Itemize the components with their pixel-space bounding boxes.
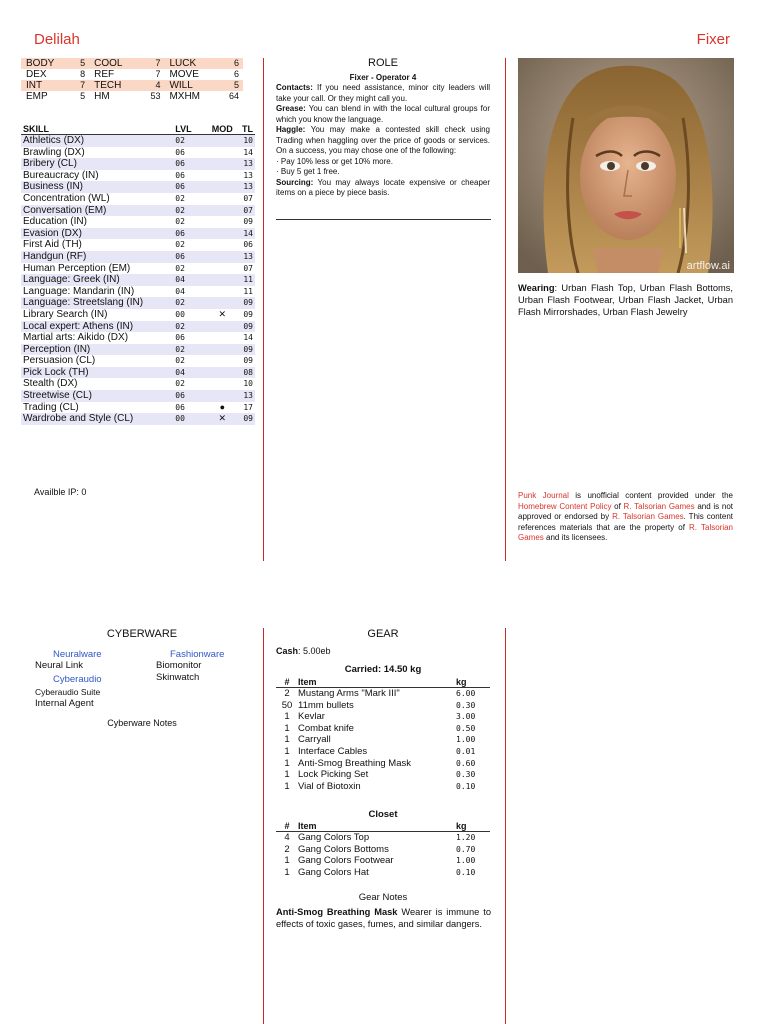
skill-modifier: [205, 193, 240, 205]
skill-total: 14: [240, 228, 255, 240]
skill-row: [21, 251, 255, 263]
gear-item: Gang Colors Hat: [298, 866, 369, 878]
skill-total: 11: [240, 274, 255, 286]
skill-modifier: ●: [219, 401, 226, 412]
wearing-description: Wearing: Urban Flash Top, Urban Flash Bottoms, Urban Flash Footwear, Urban Flash Jacket, Urban Flash Mirrorshades, Urban Flash Jewelry: [518, 283, 733, 317]
skill-level: 02: [173, 135, 204, 147]
gear-weight: 1.00: [456, 735, 476, 745]
lvl-header: LVL: [173, 123, 204, 135]
ability-contacts: Contacts: If you need assistance, minor city leaders will take your call. Or they might call you.: [276, 83, 490, 103]
gear-weight: 3.00: [456, 712, 476, 722]
gear-weight: 6.00: [456, 689, 476, 698]
skill-total: 10: [240, 135, 255, 147]
skill-name: Human Perception (EM): [23, 262, 131, 274]
closet-title: Closet: [368, 809, 398, 820]
skill-level: 04: [173, 274, 204, 286]
gear-row: [276, 723, 490, 735]
cyberware-item: Cyberaudio Suite: [35, 687, 101, 697]
gear-note: Anti-Smog Breathing Mask Wearer is immune to effects of toxic gases, fumes, and similar dangers.: [276, 907, 491, 929]
skill-level: 06: [175, 147, 185, 157]
stat-value: 7: [69, 80, 89, 91]
qty-header: #: [276, 676, 298, 688]
stat-name: COOL: [89, 58, 137, 69]
role-divider: [276, 219, 491, 220]
skill-name: Perception (IN): [21, 344, 173, 356]
skill-modifier: [205, 135, 240, 147]
skill-level: 06: [173, 390, 204, 402]
skill-row: [21, 297, 255, 309]
skill-row: [21, 170, 255, 182]
disclaimer: Punk Journal is unofficial content provided under the Homebrew Content Policy of R. Talsorian Games and is not approved or endorsed by R. Talsorian Games. This content references materials that are the property of R. Talsorian Games and its licensees.: [518, 491, 734, 542]
skill-name: Education (IN): [23, 216, 87, 228]
skill-row: [21, 402, 255, 414]
skill-total: 13: [240, 251, 255, 263]
punk-journal-link[interactable]: Punk Journal: [518, 491, 569, 500]
stat-value: 5: [80, 91, 86, 101]
skill-name: Trading (CL): [23, 401, 79, 413]
skill-modifier: [205, 355, 240, 367]
stat-name: LUCK: [164, 58, 215, 69]
skill-modifier: [205, 239, 240, 251]
gear-weight: 0.01: [456, 746, 476, 756]
skill-total: 13: [240, 181, 255, 193]
skill-modifier: [205, 263, 240, 275]
skill-total: 07: [240, 205, 255, 217]
gear-qty: 1: [284, 711, 290, 723]
gear-row: [276, 688, 490, 700]
skill-level: 06: [173, 181, 204, 193]
improvement-points: Availble IP: 0: [34, 487, 87, 497]
gear-row: [276, 867, 490, 879]
gear-row: [276, 844, 490, 856]
skill-name: Streetwise (CL): [21, 390, 173, 402]
stat-name: HM: [94, 91, 110, 102]
gear-qty: 50: [281, 699, 293, 711]
skill-level: 06: [173, 158, 204, 170]
stat-value: 5: [216, 80, 243, 91]
gear-weight: 0.30: [456, 700, 476, 710]
skill-modifier: [205, 390, 240, 402]
stats-row: [21, 58, 243, 69]
item-header: Item: [298, 820, 456, 832]
stats-row: [21, 69, 243, 80]
cyberware-title: CYBERWARE: [106, 628, 178, 640]
mod-header: MOD: [205, 123, 240, 135]
portrait-watermark: artflow.ai: [686, 260, 730, 272]
gear-item: Gang Colors Bottoms: [298, 843, 389, 855]
skill-total: 09: [240, 344, 255, 356]
skill-row: [21, 228, 255, 240]
gear-qty: 1: [284, 866, 290, 878]
haggle-option: · Pay 10% less or get 10% more.: [276, 156, 393, 166]
skill-modifier: [205, 170, 240, 182]
ability-grease: Grease: You can blend in with the local cultural groups for which you know the language.: [276, 104, 490, 124]
skill-level: 02: [173, 205, 204, 217]
gear-item: Mustang Arms "Mark III": [298, 688, 400, 699]
gear-weight: 0.10: [456, 781, 476, 791]
gear-notes-title: Gear Notes: [358, 892, 408, 903]
character-role: Fixer: [696, 31, 730, 48]
skill-level: 02: [173, 321, 204, 333]
skill-modifier: [205, 378, 240, 390]
skills-table: [21, 123, 255, 425]
skill-row: [21, 158, 255, 170]
skill-modifier: [205, 332, 240, 344]
stat-name: REF: [94, 69, 115, 80]
cyberware-notes-title: Cyberware Notes: [107, 718, 177, 728]
skill-total: 13: [240, 158, 255, 170]
skill-modifier: [205, 286, 240, 298]
gear-row: [276, 781, 490, 793]
homebrew-policy-link[interactable]: Homebrew Content Policy: [518, 501, 612, 511]
stat-value: 5: [69, 58, 89, 69]
stat-name: DEX: [26, 69, 47, 80]
gear-weight: 1.00: [456, 856, 476, 866]
skill-name: Brawling (DX): [23, 146, 85, 158]
skill-name: Local expert: Athens (IN): [21, 321, 173, 333]
gear-item: Interface Cables: [298, 745, 368, 757]
skill-row: [21, 216, 255, 228]
skill-name: Language: Mandarin (IN): [23, 285, 135, 297]
skill-row: [21, 309, 255, 321]
talsorian-link[interactable]: R. Talsorian Games: [623, 501, 695, 511]
gear-weight: 0.60: [456, 758, 476, 768]
skill-total: 11: [243, 286, 253, 296]
skill-name: Language: Greek (IN): [21, 274, 173, 286]
kg-header: kg: [456, 676, 490, 688]
skill-row: [21, 286, 255, 298]
gear-weight: 0.50: [456, 723, 476, 733]
stats-row: [21, 80, 243, 91]
skill-name: Business (IN): [21, 181, 173, 193]
gear-row: [276, 758, 490, 770]
gear-weight: 0.30: [456, 770, 476, 780]
skill-total: 08: [240, 367, 255, 379]
skill-level: 02: [175, 379, 185, 389]
skill-row: [21, 181, 255, 193]
stat-name: MXHM: [169, 91, 201, 102]
skill-total: 09: [240, 413, 255, 425]
skill-row: [21, 390, 255, 402]
cash: Cash: 5.00eb: [276, 646, 331, 656]
column-divider-2: [505, 58, 506, 561]
carried-title: Carried: 14.50 kg: [344, 664, 422, 675]
skill-header: SKILL: [21, 123, 173, 135]
column-divider-3: [263, 628, 264, 1024]
skill-total: 06: [243, 240, 253, 250]
skill-modifier: [205, 367, 240, 379]
talsorian-link[interactable]: R. Talsorian Games: [612, 512, 684, 521]
stat-value: 4: [137, 80, 164, 91]
skill-row: [21, 263, 255, 275]
role-subtitle: Fixer - Operator 4: [349, 73, 417, 82]
gear-row: [276, 711, 490, 723]
skill-name: Language: Streetslang (IN): [21, 297, 173, 309]
skill-name: Martial arts: Aikido (DX): [23, 332, 129, 344]
stat-value: 8: [80, 69, 86, 79]
skill-name: Pick Lock (TH): [21, 367, 173, 379]
skill-name: Bribery (CL): [21, 158, 173, 170]
stat-name: BODY: [21, 58, 69, 69]
gear-qty: 2: [284, 688, 290, 699]
gear-row: [276, 700, 490, 712]
gear-qty: 1: [284, 722, 290, 734]
skill-level: 02: [175, 217, 185, 227]
skill-total: 13: [243, 170, 253, 180]
skill-name: Evasion (DX): [21, 228, 173, 240]
role-section-title: ROLE: [368, 57, 398, 69]
skill-modifier: [205, 344, 240, 356]
skill-row: [21, 332, 255, 344]
skill-level: 02: [175, 263, 185, 273]
gear-item: Vial of Biotoxin: [298, 780, 361, 792]
skill-row: [21, 355, 255, 367]
column-divider-1: [263, 58, 264, 561]
gear-qty: 1: [284, 745, 290, 757]
character-name: Delilah: [34, 31, 80, 48]
gear-qty: 4: [284, 832, 290, 843]
skill-level: 02: [175, 193, 185, 203]
gear-title: GEAR: [367, 628, 399, 640]
gear-item: Anti-Smog Breathing Mask: [298, 757, 411, 769]
neuralware-category: Neuralware: [53, 649, 102, 660]
fashionware-category: Fashionware: [170, 649, 225, 660]
gear-qty: 2: [284, 843, 290, 855]
skill-total: 17: [243, 402, 253, 412]
skill-modifier: [205, 297, 240, 309]
skill-name: Library Search (IN): [23, 308, 108, 320]
gear-qty: 1: [284, 769, 290, 781]
skill-modifier: [205, 205, 240, 217]
qty-header: #: [276, 820, 298, 832]
skill-name: Conversation (EM): [21, 205, 173, 217]
skill-row: [21, 321, 255, 333]
gear-row: [276, 855, 490, 867]
skill-level: 06: [175, 170, 185, 180]
skill-row: [21, 344, 255, 356]
talsorian-link[interactable]: R. Talsorian Games: [518, 522, 734, 542]
cyberware-item: Skinwatch: [156, 672, 200, 683]
ability-haggle: Haggle: You may make a contested skill check using Trading when haggling over the price of goods or services. On a success, you may chose one of the following:: [276, 125, 490, 155]
skill-level: 06: [175, 402, 185, 412]
stat-value: 6: [233, 69, 239, 79]
skill-total: 13: [240, 390, 255, 402]
gear-item: Kevlar: [298, 711, 325, 723]
skill-modifier: [205, 228, 240, 240]
skill-name: Stealth (DX): [23, 378, 78, 390]
cyberware-item: Internal Agent: [35, 698, 94, 709]
stat-value: 7: [137, 58, 164, 69]
skill-name: First Aid (TH): [23, 239, 82, 251]
skill-modifier: [205, 147, 240, 159]
stat-name: TECH: [89, 80, 137, 91]
closet-table: [276, 820, 490, 878]
skill-modifier: [205, 158, 240, 170]
haggle-option: · Buy 5 get 1 free.: [276, 167, 340, 176]
stat-value: 7: [155, 69, 161, 79]
stat-value: 53: [150, 91, 161, 101]
cyberware-item: Biomonitor: [156, 660, 202, 671]
character-portrait: [518, 58, 734, 273]
skill-row: [21, 147, 255, 159]
gear-weight: 0.70: [456, 844, 476, 854]
item-header: Item: [298, 676, 456, 688]
stat-value: 64: [228, 91, 239, 101]
gear-qty: 1: [284, 855, 290, 867]
skill-name: Concentration (WL): [23, 192, 110, 204]
skill-name: Wardrobe and Style (CL): [21, 413, 173, 425]
skill-total: 09: [243, 356, 253, 366]
gear-item: Lock Picking Set: [298, 769, 369, 781]
gear-item: Gang Colors Top: [298, 832, 370, 843]
skill-row: [21, 378, 255, 390]
skill-modifier: [205, 251, 240, 263]
skill-level: 04: [175, 286, 185, 296]
skill-total: 07: [243, 263, 253, 273]
kg-header: kg: [456, 820, 490, 832]
skill-level: 02: [175, 356, 185, 366]
cyberaudio-category: Cyberaudio: [53, 674, 102, 685]
skill-modifier: [205, 181, 240, 193]
skill-level: 00: [173, 413, 204, 425]
column-divider-4: [505, 628, 506, 1024]
skill-row: [21, 239, 255, 251]
skill-total: 07: [243, 193, 253, 203]
gear-qty: 1: [284, 780, 290, 792]
gear-item: 11mm bullets: [298, 699, 354, 711]
skill-total: 09: [240, 297, 255, 309]
carried-table: [276, 676, 490, 792]
skill-level: 02: [173, 344, 204, 356]
gear-item: Combat knife: [298, 722, 354, 734]
skill-row: [21, 135, 255, 147]
skill-level: 06: [173, 228, 204, 240]
tl-header: TL: [242, 123, 253, 134]
skill-row: [21, 274, 255, 286]
skill-modifier: [205, 321, 240, 333]
skill-level: 02: [175, 240, 185, 250]
skill-level: 06: [173, 251, 204, 263]
gear-item: Carryall: [298, 734, 331, 746]
gear-row: [276, 746, 490, 758]
gear-row: [276, 832, 490, 844]
skill-modifier: [205, 274, 240, 286]
cyberware-item: Neural Link: [35, 660, 84, 671]
skill-row: [21, 367, 255, 379]
gear-row: [276, 734, 490, 746]
skill-total: 14: [243, 333, 253, 343]
skill-name: Persuasion (CL): [23, 355, 96, 367]
stat-name: INT: [21, 80, 69, 91]
skill-level: 06: [175, 333, 185, 343]
skill-level: 00: [175, 309, 185, 319]
skill-total: 09: [240, 321, 255, 333]
skill-level: 04: [173, 367, 204, 379]
gear-row: [276, 769, 490, 781]
stat-name: WILL: [164, 80, 215, 91]
skill-total: 14: [243, 147, 253, 157]
skill-modifier: ✕: [205, 413, 240, 425]
gear-weight: 1.20: [456, 833, 476, 842]
gear-qty: 1: [284, 757, 290, 769]
skill-row: [21, 413, 255, 425]
ability-sourcing: Sourcing: You may always locate expensive or cheaper items on a piece by piece basis.: [276, 177, 490, 197]
skill-level: 02: [173, 297, 204, 309]
stat-value: 6: [216, 58, 243, 69]
stat-name: MOVE: [169, 69, 199, 80]
stats-row: [21, 91, 243, 102]
skill-name: Bureaucracy (IN): [23, 169, 99, 181]
skill-row: [21, 205, 255, 217]
skill-total: 09: [243, 217, 253, 227]
skill-modifier: ✕: [218, 308, 227, 319]
gear-item: Gang Colors Footwear: [298, 855, 394, 867]
gear-qty: 1: [284, 734, 290, 746]
skill-modifier: [205, 216, 240, 228]
skill-name: Handgun (RF): [21, 251, 173, 263]
skill-total: 10: [243, 379, 253, 389]
gear-weight: 0.10: [456, 867, 476, 877]
stat-name: EMP: [26, 91, 48, 102]
role-abilities: [276, 83, 490, 199]
skill-name: Athletics (DX): [21, 135, 173, 147]
skill-row: [21, 193, 255, 205]
skill-total: 09: [243, 309, 253, 319]
stats-table: [21, 58, 243, 102]
